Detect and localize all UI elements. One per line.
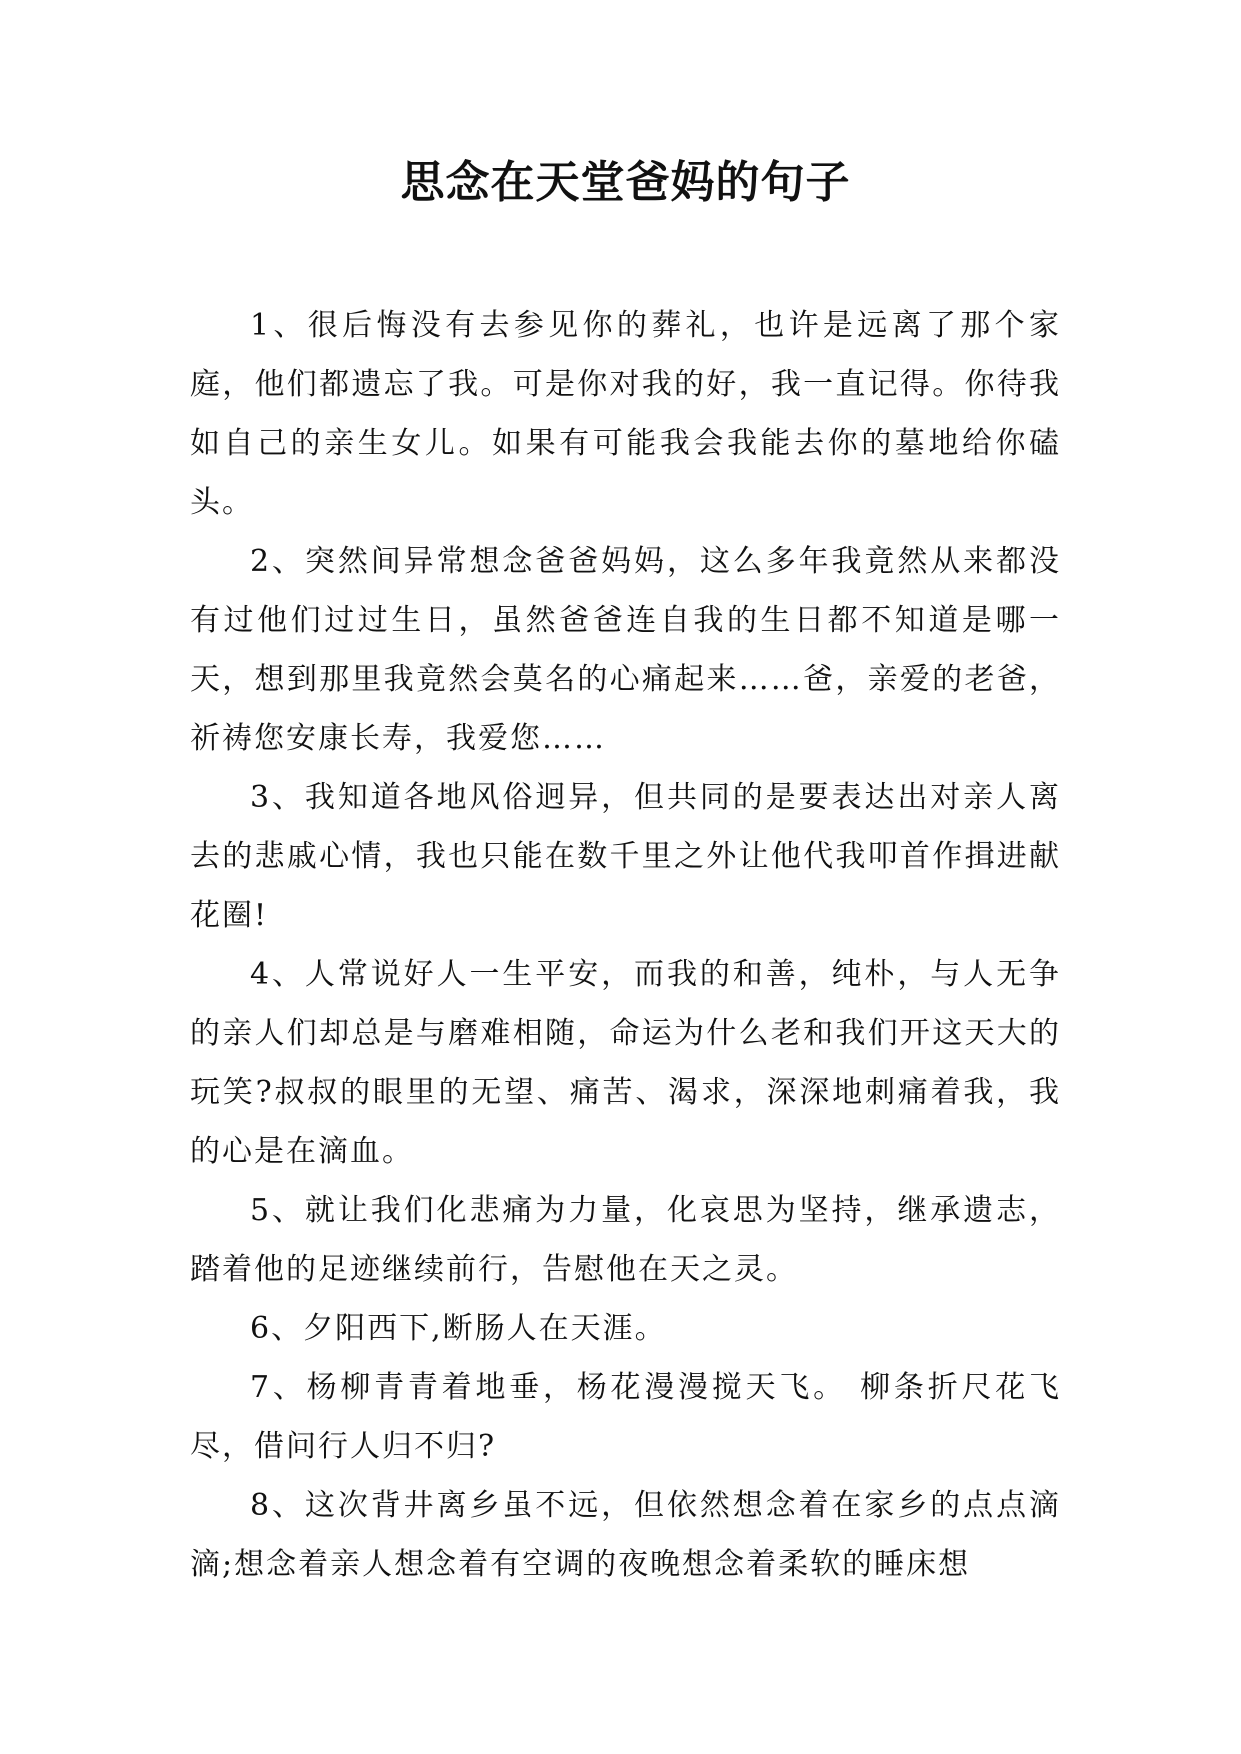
paragraph-3: 3、我知道各地风俗迥异，但共同的是要表达出对亲人离去的悲戚心情，我也只能在数千里之外让他代我叩首作揖进献花圈! <box>190 780 1061 933</box>
paragraph-2: 2、突然间异常想念爸爸妈妈，这么多年我竟然从来都没有过他们过过生日，虽然爸爸连自我的生日都不知道是哪一天，想到那里我竟然会莫名的心痛起来……爸，亲爱的老爸，祈祷您安康长寿，我爱您…… <box>190 544 1061 756</box>
paragraph-6: 6、夕阳西下,断肠人在天涯。 <box>250 1311 667 1346</box>
paragraph-8: 8、这次背井离乡虽不远，但依然想念着在家乡的点点滴滴;想念着亲人想念着有空调的夜晚想念着柔软的睡床想 <box>190 1488 1061 1582</box>
document-title: 思念在天堂爸妈的句子 <box>400 157 851 208</box>
paragraph-5: 5、就让我们化悲痛为力量，化哀思为坚持，继承遗志，踏着他的足迹继续前行，告慰他在天之灵。 <box>190 1193 1061 1287</box>
paragraph-4: 4、人常说好人一生平安，而我的和善，纯朴，与人无争的亲人们却总是与磨难相随，命运为什么老和我们开这天大的玩笑?叔叔的眼里的无望、痛苦、渴求，深深地刺痛着我，我的心是在滴血。 <box>190 957 1061 1169</box>
paragraph-1: 1、很后悔没有去参见你的葬礼，也许是远离了那个家庭，他们都遗忘了我。可是你对我的好，我一直记得。你待我如自己的亲生女儿。如果有可能我会我能去你的墓地给你磕头。 <box>190 308 1061 520</box>
paragraph-7: 7、杨柳青青着地垂，杨花漫漫搅天飞。 柳条折尺花飞尽，借问行人归不归? <box>190 1370 1061 1464</box>
document-body <box>190 296 1061 1594</box>
